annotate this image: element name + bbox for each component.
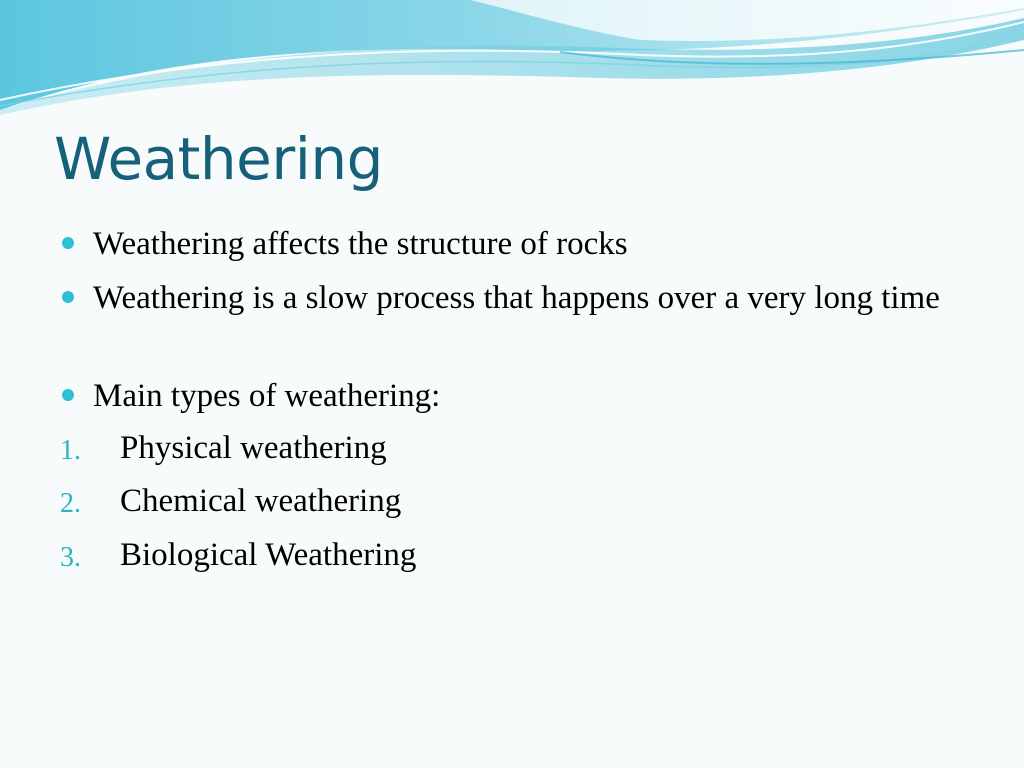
bullet-dot-icon xyxy=(62,389,74,401)
bullet-text: Weathering is a slow process that happens over a very long time xyxy=(93,280,940,316)
list-item-text: Physical weathering xyxy=(120,430,387,466)
list-item-text: Biological Weathering xyxy=(120,537,417,573)
bullet-text: Weathering affects the structure of rocks xyxy=(93,226,628,262)
wave-banner-decoration xyxy=(0,0,1024,130)
list-item-text: Chemical weathering xyxy=(120,483,402,519)
list-number: 2. xyxy=(60,488,81,519)
list-number: 3. xyxy=(60,542,81,573)
bullet-dot-icon xyxy=(62,237,74,249)
bullet-dot-icon xyxy=(62,291,74,303)
slide-title: Weathering xyxy=(54,125,383,193)
bullet-text: Main types of weathering: xyxy=(93,378,441,414)
list-number: 1. xyxy=(60,435,81,466)
